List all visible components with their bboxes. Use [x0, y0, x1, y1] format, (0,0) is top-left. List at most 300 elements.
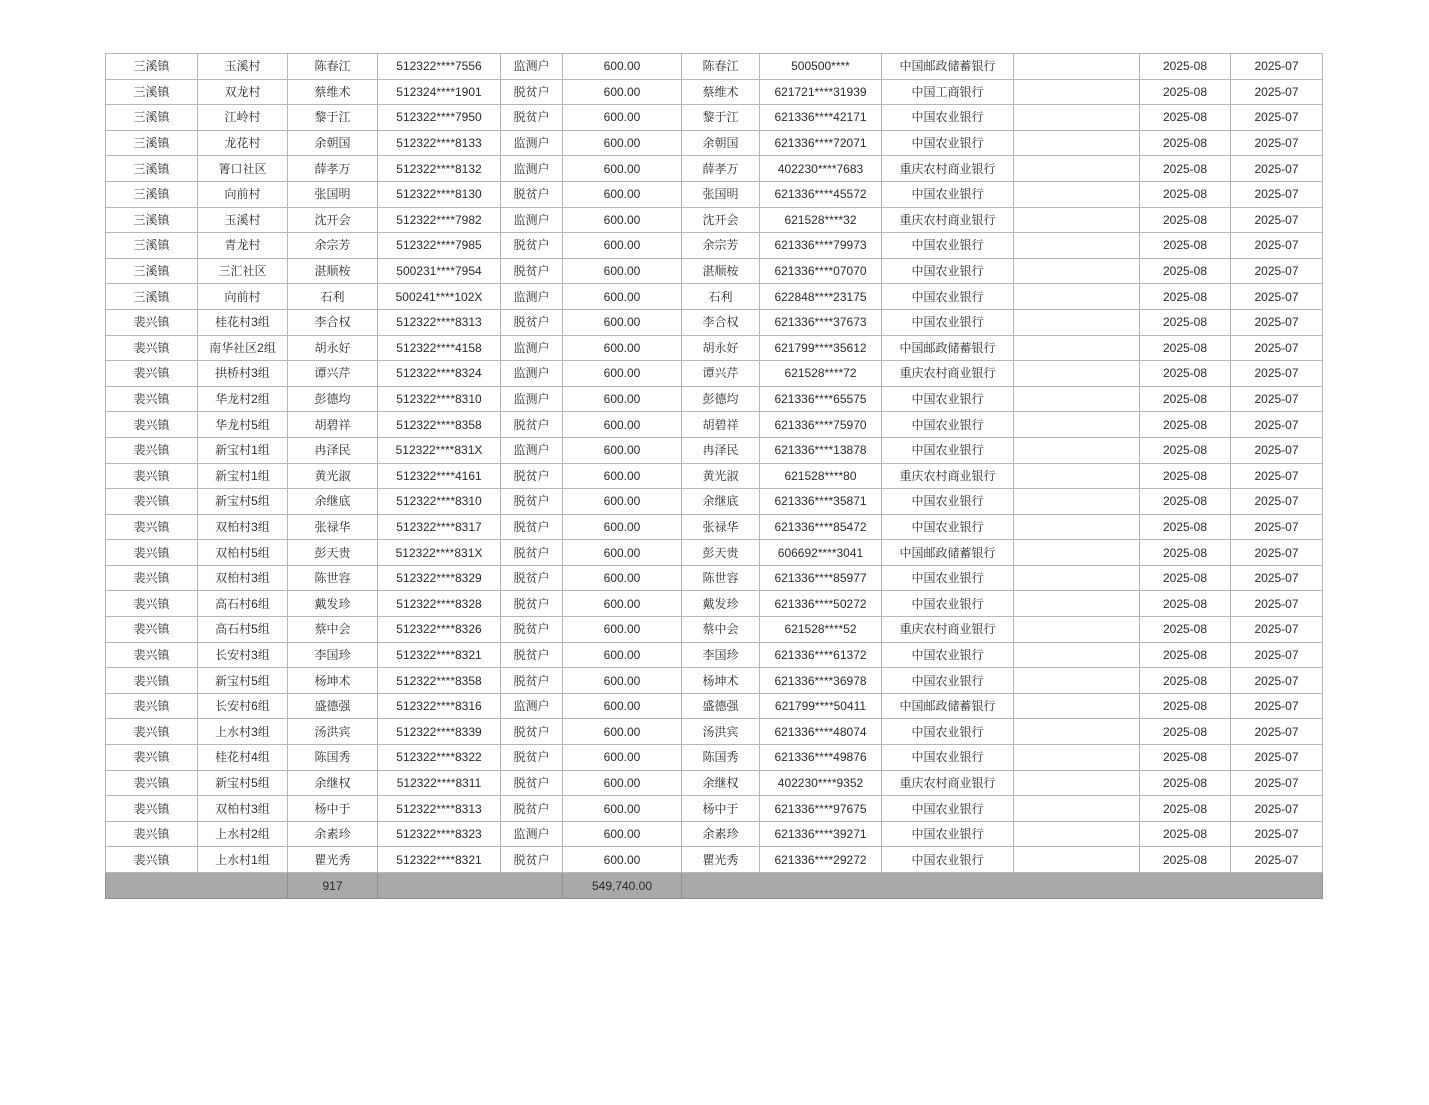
table-row — [106, 335, 1323, 361]
cell-amount: 600.00 — [563, 437, 682, 463]
cell-month-previous: 2025-07 — [1231, 821, 1323, 847]
cell-id-number: 512322****8358 — [378, 412, 501, 438]
cell-bank-name: 中国农业银行 — [882, 489, 1014, 515]
cell-bank-card-number: 621336****37673 — [760, 309, 882, 335]
cell-bank-name: 中国农业银行 — [882, 309, 1014, 335]
cell-town: 裴兴镇 — [106, 617, 198, 643]
table-row — [106, 105, 1323, 131]
cell-id-number: 512322****8321 — [378, 847, 501, 873]
cell-month-current: 2025-08 — [1140, 693, 1231, 719]
cell-month-previous: 2025-07 — [1231, 412, 1323, 438]
cell-blank — [1014, 156, 1140, 182]
cell-village: 玉溪村 — [198, 54, 288, 80]
cell-month-previous: 2025-07 — [1231, 207, 1323, 233]
cell-household-type: 脱贫户 — [501, 796, 563, 822]
cell-amount: 600.00 — [563, 361, 682, 387]
cell-payee-name: 余继权 — [682, 770, 760, 796]
cell-village: 新宝村5组 — [198, 668, 288, 694]
cell-month-previous: 2025-07 — [1231, 130, 1323, 156]
table-row — [106, 207, 1323, 233]
cell-household-type: 监测户 — [501, 207, 563, 233]
table-row — [106, 233, 1323, 259]
cell-month-previous: 2025-07 — [1231, 668, 1323, 694]
cell-village: 箐口社区 — [198, 156, 288, 182]
cell-amount: 600.00 — [563, 79, 682, 105]
cell-amount: 600.00 — [563, 489, 682, 515]
cell-month-previous: 2025-07 — [1231, 745, 1323, 771]
cell-bank-card-number: 621528****52 — [760, 617, 882, 643]
cell-village: 桂花村4组 — [198, 745, 288, 771]
cell-town: 裴兴镇 — [106, 642, 198, 668]
table-row — [106, 514, 1323, 540]
cell-town: 裴兴镇 — [106, 437, 198, 463]
cell-month-current: 2025-08 — [1140, 386, 1231, 412]
cell-payee-name: 汤洪宾 — [682, 719, 760, 745]
cell-name: 张国明 — [288, 181, 378, 207]
cell-household-type: 脱贫户 — [501, 668, 563, 694]
cell-amount: 600.00 — [563, 847, 682, 873]
cell-town: 裴兴镇 — [106, 770, 198, 796]
total-blank-right-cell — [682, 873, 1323, 899]
cell-blank — [1014, 437, 1140, 463]
cell-household-type: 脱贫户 — [501, 847, 563, 873]
table-row — [106, 617, 1323, 643]
cell-bank-name: 中国邮政储蓄银行 — [882, 540, 1014, 566]
cell-id-number: 512322****7950 — [378, 105, 501, 131]
cell-month-previous: 2025-07 — [1231, 514, 1323, 540]
cell-bank-name: 中国农业银行 — [882, 181, 1014, 207]
cell-name: 彭德均 — [288, 386, 378, 412]
cell-amount: 600.00 — [563, 284, 682, 310]
cell-name: 薛孝万 — [288, 156, 378, 182]
cell-village: 新宝村1组 — [198, 463, 288, 489]
cell-name: 黄光淑 — [288, 463, 378, 489]
cell-village: 华龙村5组 — [198, 412, 288, 438]
cell-amount: 600.00 — [563, 105, 682, 131]
cell-month-previous: 2025-07 — [1231, 489, 1323, 515]
cell-name: 余继底 — [288, 489, 378, 515]
cell-blank — [1014, 821, 1140, 847]
cell-town: 裴兴镇 — [106, 335, 198, 361]
cell-name: 李合权 — [288, 309, 378, 335]
cell-town: 裴兴镇 — [106, 514, 198, 540]
cell-town: 裴兴镇 — [106, 463, 198, 489]
table-row — [106, 156, 1323, 182]
cell-month-previous: 2025-07 — [1231, 181, 1323, 207]
cell-bank-name: 中国邮政储蓄银行 — [882, 693, 1014, 719]
cell-town: 三溪镇 — [106, 258, 198, 284]
cell-bank-name: 中国农业银行 — [882, 284, 1014, 310]
cell-month-current: 2025-08 — [1140, 54, 1231, 80]
cell-town: 三溪镇 — [106, 79, 198, 105]
cell-name: 杨中于 — [288, 796, 378, 822]
cell-household-type: 监测户 — [501, 437, 563, 463]
cell-household-type: 脱贫户 — [501, 642, 563, 668]
cell-blank — [1014, 207, 1140, 233]
cell-bank-card-number: 606692****3041 — [760, 540, 882, 566]
table-row — [106, 79, 1323, 105]
cell-bank-name: 中国农业银行 — [882, 821, 1014, 847]
cell-month-previous: 2025-07 — [1231, 309, 1323, 335]
cell-village: 新宝村5组 — [198, 489, 288, 515]
cell-household-type: 脱贫户 — [501, 770, 563, 796]
cell-name: 陈春江 — [288, 54, 378, 80]
cell-id-number: 512322****831X — [378, 540, 501, 566]
cell-payee-name: 胡碧祥 — [682, 412, 760, 438]
cell-town: 三溪镇 — [106, 105, 198, 131]
cell-household-type: 监测户 — [501, 335, 563, 361]
cell-id-number: 512322****7985 — [378, 233, 501, 259]
table-row — [106, 412, 1323, 438]
cell-bank-card-number: 621336****29272 — [760, 847, 882, 873]
cell-id-number: 512322****8311 — [378, 770, 501, 796]
cell-blank — [1014, 796, 1140, 822]
cell-household-type: 脱贫户 — [501, 514, 563, 540]
cell-month-current: 2025-08 — [1140, 668, 1231, 694]
cell-bank-name: 中国农业银行 — [882, 565, 1014, 591]
table-row — [106, 540, 1323, 566]
cell-amount: 600.00 — [563, 591, 682, 617]
table-row — [106, 847, 1323, 873]
table-row — [106, 745, 1323, 771]
cell-month-previous: 2025-07 — [1231, 617, 1323, 643]
cell-household-type: 监测户 — [501, 361, 563, 387]
cell-blank — [1014, 745, 1140, 771]
cell-blank — [1014, 847, 1140, 873]
cell-household-type: 监测户 — [501, 821, 563, 847]
table-row — [106, 821, 1323, 847]
cell-month-previous: 2025-07 — [1231, 540, 1323, 566]
cell-payee-name: 黄光淑 — [682, 463, 760, 489]
cell-blank — [1014, 770, 1140, 796]
cell-bank-card-number: 621336****35871 — [760, 489, 882, 515]
cell-amount: 600.00 — [563, 335, 682, 361]
cell-payee-name: 盛德强 — [682, 693, 760, 719]
cell-bank-card-number: 621336****39271 — [760, 821, 882, 847]
cell-name: 盛德强 — [288, 693, 378, 719]
cell-name: 余宗芳 — [288, 233, 378, 259]
cell-month-current: 2025-08 — [1140, 796, 1231, 822]
cell-bank-card-number: 621336****85472 — [760, 514, 882, 540]
cell-village: 南华社区2组 — [198, 335, 288, 361]
cell-month-previous: 2025-07 — [1231, 258, 1323, 284]
cell-name: 陈世容 — [288, 565, 378, 591]
cell-amount: 600.00 — [563, 309, 682, 335]
cell-month-previous: 2025-07 — [1231, 54, 1323, 80]
cell-household-type: 脱贫户 — [501, 309, 563, 335]
cell-amount: 600.00 — [563, 719, 682, 745]
cell-blank — [1014, 642, 1140, 668]
cell-payee-name: 陈春江 — [682, 54, 760, 80]
cell-household-type: 监测户 — [501, 130, 563, 156]
cell-blank — [1014, 233, 1140, 259]
cell-month-current: 2025-08 — [1140, 79, 1231, 105]
cell-blank — [1014, 258, 1140, 284]
cell-id-number: 512322****8317 — [378, 514, 501, 540]
cell-month-current: 2025-08 — [1140, 617, 1231, 643]
cell-amount: 600.00 — [563, 181, 682, 207]
cell-bank-card-number: 402230****7683 — [760, 156, 882, 182]
cell-village: 江岭村 — [198, 105, 288, 131]
cell-name: 沈开会 — [288, 207, 378, 233]
cell-town: 裴兴镇 — [106, 693, 198, 719]
cell-village: 长安村6组 — [198, 693, 288, 719]
cell-blank — [1014, 617, 1140, 643]
cell-amount: 600.00 — [563, 821, 682, 847]
cell-household-type: 脱贫户 — [501, 258, 563, 284]
cell-payee-name: 张国明 — [682, 181, 760, 207]
cell-name: 彭天贵 — [288, 540, 378, 566]
cell-blank — [1014, 565, 1140, 591]
cell-household-type: 监测户 — [501, 156, 563, 182]
cell-payee-name: 黎于江 — [682, 105, 760, 131]
cell-amount: 600.00 — [563, 796, 682, 822]
cell-name: 胡碧祥 — [288, 412, 378, 438]
cell-id-number: 512322****7982 — [378, 207, 501, 233]
cell-payee-name: 陈国秀 — [682, 745, 760, 771]
cell-blank — [1014, 309, 1140, 335]
table-row — [106, 489, 1323, 515]
cell-month-current: 2025-08 — [1140, 181, 1231, 207]
cell-bank-name: 中国农业银行 — [882, 437, 1014, 463]
cell-bank-card-number: 621336****97675 — [760, 796, 882, 822]
cell-bank-name: 重庆农村商业银行 — [882, 361, 1014, 387]
cell-amount: 600.00 — [563, 668, 682, 694]
cell-bank-name: 中国农业银行 — [882, 233, 1014, 259]
cell-payee-name: 沈开会 — [682, 207, 760, 233]
cell-amount: 600.00 — [563, 565, 682, 591]
cell-name: 余素珍 — [288, 821, 378, 847]
cell-month-previous: 2025-07 — [1231, 79, 1323, 105]
cell-village: 玉溪村 — [198, 207, 288, 233]
cell-payee-name: 李国珍 — [682, 642, 760, 668]
cell-id-number: 512322****8328 — [378, 591, 501, 617]
cell-month-previous: 2025-07 — [1231, 719, 1323, 745]
cell-payee-name: 余宗芳 — [682, 233, 760, 259]
cell-household-type: 脱贫户 — [501, 745, 563, 771]
cell-month-current: 2025-08 — [1140, 514, 1231, 540]
cell-name: 蔡维术 — [288, 79, 378, 105]
cell-household-type: 监测户 — [501, 284, 563, 310]
cell-town: 裴兴镇 — [106, 591, 198, 617]
cell-month-current: 2025-08 — [1140, 565, 1231, 591]
table-row — [106, 693, 1323, 719]
cell-town: 三溪镇 — [106, 130, 198, 156]
cell-payee-name: 谭兴芹 — [682, 361, 760, 387]
cell-household-type: 脱贫户 — [501, 105, 563, 131]
cell-bank-card-number: 621336****45572 — [760, 181, 882, 207]
cell-village: 高石村5组 — [198, 617, 288, 643]
cell-blank — [1014, 284, 1140, 310]
cell-bank-card-number: 621528****80 — [760, 463, 882, 489]
cell-bank-name: 中国工商银行 — [882, 79, 1014, 105]
cell-blank — [1014, 335, 1140, 361]
cell-payee-name: 彭天贵 — [682, 540, 760, 566]
cell-town: 裴兴镇 — [106, 309, 198, 335]
cell-town: 三溪镇 — [106, 181, 198, 207]
cell-bank-name: 中国农业银行 — [882, 258, 1014, 284]
cell-bank-card-number: 621336****65575 — [760, 386, 882, 412]
cell-payee-name: 余继底 — [682, 489, 760, 515]
table-row — [106, 361, 1323, 387]
cell-blank — [1014, 105, 1140, 131]
cell-month-current: 2025-08 — [1140, 437, 1231, 463]
cell-blank — [1014, 693, 1140, 719]
cell-town: 裴兴镇 — [106, 386, 198, 412]
cell-bank-name: 中国邮政储蓄银行 — [882, 54, 1014, 80]
cell-id-number: 512322****8316 — [378, 693, 501, 719]
cell-month-current: 2025-08 — [1140, 258, 1231, 284]
cell-id-number: 500241****102X — [378, 284, 501, 310]
cell-bank-card-number: 621336****48074 — [760, 719, 882, 745]
cell-payee-name: 湛顺桉 — [682, 258, 760, 284]
cell-village: 华龙村2组 — [198, 386, 288, 412]
table-row — [106, 642, 1323, 668]
cell-month-previous: 2025-07 — [1231, 361, 1323, 387]
cell-blank — [1014, 181, 1140, 207]
cell-town: 裴兴镇 — [106, 412, 198, 438]
cell-id-number: 512322****8133 — [378, 130, 501, 156]
cell-name: 戴发珍 — [288, 591, 378, 617]
cell-id-number: 512322****8324 — [378, 361, 501, 387]
cell-amount: 600.00 — [563, 386, 682, 412]
cell-blank — [1014, 591, 1140, 617]
cell-town: 裴兴镇 — [106, 847, 198, 873]
cell-bank-card-number: 621336****07070 — [760, 258, 882, 284]
cell-amount: 600.00 — [563, 130, 682, 156]
cell-month-current: 2025-08 — [1140, 489, 1231, 515]
cell-village: 上水村3组 — [198, 719, 288, 745]
cell-month-current: 2025-08 — [1140, 770, 1231, 796]
cell-village: 双龙村 — [198, 79, 288, 105]
cell-household-type: 脱贫户 — [501, 591, 563, 617]
cell-amount: 600.00 — [563, 463, 682, 489]
cell-town: 裴兴镇 — [106, 745, 198, 771]
cell-household-type: 脱贫户 — [501, 463, 563, 489]
cell-name: 陈国秀 — [288, 745, 378, 771]
cell-month-current: 2025-08 — [1140, 335, 1231, 361]
cell-household-type: 脱贫户 — [501, 540, 563, 566]
cell-month-previous: 2025-07 — [1231, 335, 1323, 361]
cell-name: 冉泽民 — [288, 437, 378, 463]
cell-village: 长安村3组 — [198, 642, 288, 668]
cell-name: 黎于江 — [288, 105, 378, 131]
cell-month-current: 2025-08 — [1140, 130, 1231, 156]
cell-blank — [1014, 668, 1140, 694]
cell-village: 双柏村3组 — [198, 796, 288, 822]
cell-payee-name: 薛孝万 — [682, 156, 760, 182]
cell-household-type: 脱贫户 — [501, 233, 563, 259]
cell-id-number: 512322****8329 — [378, 565, 501, 591]
cell-month-current: 2025-08 — [1140, 540, 1231, 566]
cell-month-current: 2025-08 — [1140, 719, 1231, 745]
cell-payee-name: 蔡维术 — [682, 79, 760, 105]
cell-payee-name: 张禄华 — [682, 514, 760, 540]
cell-month-previous: 2025-07 — [1231, 105, 1323, 131]
cell-blank — [1014, 489, 1140, 515]
cell-bank-name: 中国农业银行 — [882, 642, 1014, 668]
cell-household-type: 脱贫户 — [501, 181, 563, 207]
cell-payee-name: 杨坤术 — [682, 668, 760, 694]
cell-village: 上水村2组 — [198, 821, 288, 847]
cell-town: 三溪镇 — [106, 233, 198, 259]
cell-amount: 600.00 — [563, 693, 682, 719]
cell-payee-name: 戴发珍 — [682, 591, 760, 617]
cell-town: 裴兴镇 — [106, 821, 198, 847]
cell-month-previous: 2025-07 — [1231, 437, 1323, 463]
cell-id-number: 512322****8321 — [378, 642, 501, 668]
cell-payee-name: 蔡中会 — [682, 617, 760, 643]
cell-bank-card-number: 622848****23175 — [760, 284, 882, 310]
table-row — [106, 770, 1323, 796]
cell-village: 双柏村5组 — [198, 540, 288, 566]
cell-id-number: 512322****8358 — [378, 668, 501, 694]
cell-bank-card-number: 621336****49876 — [760, 745, 882, 771]
cell-bank-card-number: 621528****32 — [760, 207, 882, 233]
cell-town: 裴兴镇 — [106, 796, 198, 822]
cell-bank-name: 中国农业银行 — [882, 386, 1014, 412]
cell-town: 三溪镇 — [106, 156, 198, 182]
cell-town: 三溪镇 — [106, 54, 198, 80]
table-footer — [106, 873, 1323, 899]
cell-village: 青龙村 — [198, 233, 288, 259]
cell-bank-card-number: 621721****31939 — [760, 79, 882, 105]
cell-bank-name: 重庆农村商业银行 — [882, 156, 1014, 182]
cell-village: 向前村 — [198, 181, 288, 207]
table-row — [106, 258, 1323, 284]
cell-name: 张禄华 — [288, 514, 378, 540]
cell-amount: 600.00 — [563, 258, 682, 284]
cell-household-type: 脱贫户 — [501, 719, 563, 745]
cell-amount: 600.00 — [563, 745, 682, 771]
cell-payee-name: 石利 — [682, 284, 760, 310]
cell-id-number: 512322****8326 — [378, 617, 501, 643]
total-amount-cell: 549,740.00 — [563, 873, 682, 899]
cell-bank-card-number: 621336****50272 — [760, 591, 882, 617]
total-count-cell: 917 — [288, 873, 378, 899]
cell-blank — [1014, 130, 1140, 156]
cell-village: 向前村 — [198, 284, 288, 310]
cell-payee-name: 余素珍 — [682, 821, 760, 847]
cell-month-current: 2025-08 — [1140, 284, 1231, 310]
cell-town: 裴兴镇 — [106, 719, 198, 745]
cell-bank-name: 中国农业银行 — [882, 105, 1014, 131]
cell-month-previous: 2025-07 — [1231, 463, 1323, 489]
cell-id-number: 512324****1901 — [378, 79, 501, 105]
cell-month-previous: 2025-07 — [1231, 591, 1323, 617]
cell-payee-name: 陈世容 — [682, 565, 760, 591]
cell-bank-name: 中国农业银行 — [882, 847, 1014, 873]
cell-household-type: 脱贫户 — [501, 617, 563, 643]
cell-blank — [1014, 540, 1140, 566]
cell-name: 瞿光秀 — [288, 847, 378, 873]
cell-household-type: 脱贫户 — [501, 412, 563, 438]
cell-payee-name: 李合权 — [682, 309, 760, 335]
cell-name: 杨坤术 — [288, 668, 378, 694]
cell-id-number: 512322****8132 — [378, 156, 501, 182]
cell-amount: 600.00 — [563, 770, 682, 796]
table-row — [106, 437, 1323, 463]
cell-village: 三汇社区 — [198, 258, 288, 284]
cell-bank-name: 中国农业银行 — [882, 719, 1014, 745]
cell-bank-card-number: 621336****75970 — [760, 412, 882, 438]
cell-town: 三溪镇 — [106, 284, 198, 310]
cell-payee-name: 胡永好 — [682, 335, 760, 361]
cell-village: 新宝村5组 — [198, 770, 288, 796]
cell-month-previous: 2025-07 — [1231, 847, 1323, 873]
cell-town: 裴兴镇 — [106, 668, 198, 694]
cell-month-current: 2025-08 — [1140, 361, 1231, 387]
